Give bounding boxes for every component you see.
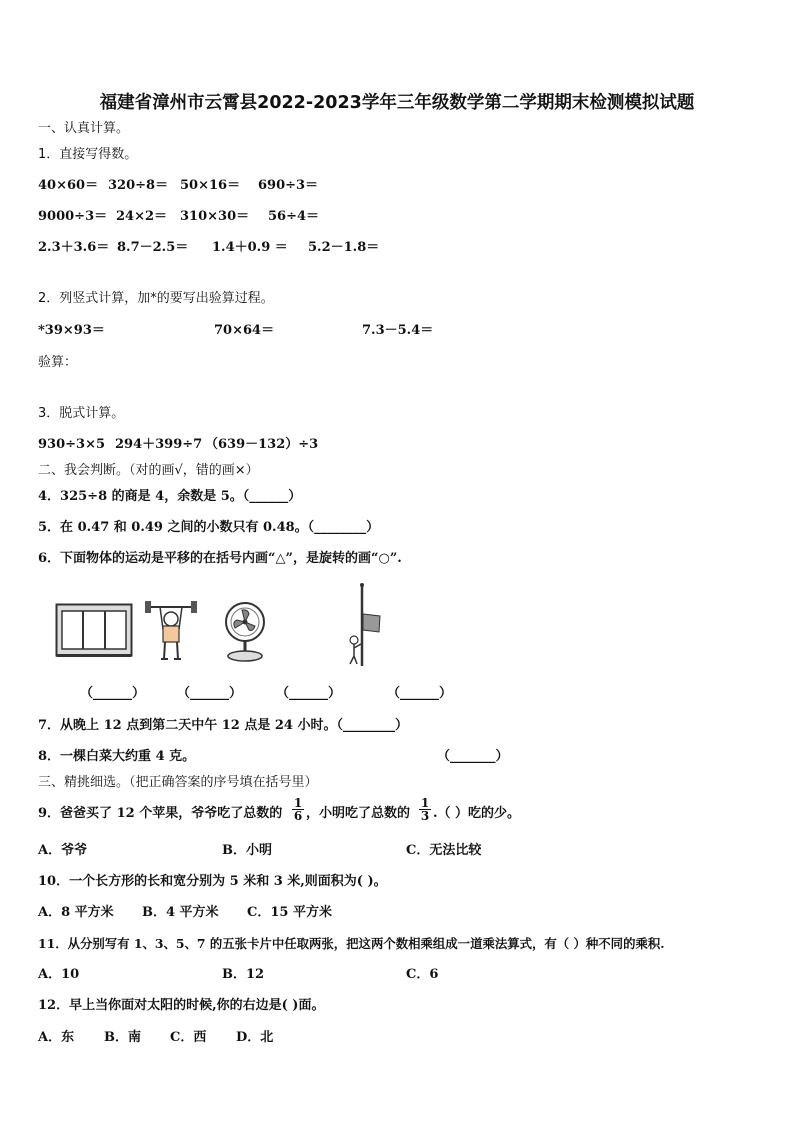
q6-blank[interactable]: （______） [276, 686, 342, 701]
q9-option-a[interactable]: A．爷爷 [38, 843, 88, 858]
q9-option-c[interactable]: C．无法比较 [406, 843, 482, 858]
q3-prompt: 3．脱式计算。 [38, 406, 125, 421]
q11-option-a[interactable]: A．10 [38, 967, 80, 982]
flagpole-icon [342, 582, 382, 668]
q9-text-start: 9．爸爸买了 12 个苹果，爷爷吃了总数的 [38, 806, 283, 821]
q6-blank[interactable]: （______） [80, 686, 146, 701]
q5-text: 5．在 0.47 和 0.49 之间的小数只有 0.48。（________） [38, 520, 380, 535]
q3-item: （639－132）÷3 [205, 437, 319, 452]
q10-option-a[interactable]: A．8 平方米 [38, 905, 114, 920]
section-3-heading: 三、精挑细选。（把正确答案的序号填在括号里） [38, 775, 318, 790]
fan-icon [222, 600, 268, 662]
q10-option-c[interactable]: C．15 平方米 [247, 905, 332, 920]
q1-item: 56÷4＝ [268, 209, 320, 224]
q1-prompt: 1．直接写得数。 [38, 147, 138, 162]
q12-option-c[interactable]: C．西 [170, 1030, 207, 1045]
q11-text: 11．从分别写有 1、3、5、7 的五张卡片中任取两张，把这两个数相乘组成一道乘法算式，有（ ）种不同的乘积. [38, 936, 665, 951]
q1-item: 50×16＝ [180, 178, 241, 193]
q1-item: 690÷3＝ [258, 178, 319, 193]
section-2-heading: 二、我会判断。（对的画√，错的画×） [38, 463, 259, 478]
q2-item: *39×93＝ [38, 323, 105, 338]
q7-text: 7．从晚上 12 点到第二天中午 12 点是 24 小时。（________） [38, 718, 408, 733]
q11-option-c[interactable]: C．6 [406, 967, 439, 982]
q2-item: 7.3－5.4＝ [362, 323, 434, 338]
fraction-numerator: 1 [420, 796, 430, 810]
window-icon [55, 603, 133, 657]
q6-blank[interactable]: （______） [387, 686, 453, 701]
q1-item: 320÷8＝ [108, 178, 169, 193]
q9-fraction-one-sixth [292, 797, 304, 822]
q9-text-middle: ，小明吃了总数的 [306, 806, 411, 821]
q10-text: 10．一个长方形的长和宽分别为 5 米和 3 米,则面积为( )。 [38, 874, 387, 889]
page-title: 福建省漳州市云霄县2022-2023学年三年级数学第二学期期末检测模拟试题 [99, 93, 695, 113]
q1-item: 1.4＋0.9 ＝ [212, 240, 288, 255]
fraction-denominator: 6 [293, 809, 303, 823]
q1-item: 40×60＝ [38, 178, 99, 193]
q12-option-b[interactable]: B．南 [104, 1030, 141, 1045]
fraction-numerator: 1 [293, 796, 303, 810]
q3-item: 294＋399÷7 [115, 437, 203, 452]
q6-text: 6．下面物体的运动是平移的在括号内画“△”，是旋转的画“○”. [38, 551, 402, 566]
q8-text: 8．一棵白菜大约重 4 克。 [38, 749, 196, 764]
q1-item: 2.3＋3.6＝ [38, 240, 110, 255]
q1-item: 24×2＝ [116, 209, 168, 224]
q4-text: 4．325÷8 的商是 4，余数是 5。（______） [38, 489, 302, 504]
q9-option-b[interactable]: B．小明 [222, 843, 272, 858]
q1-item: 9000÷3＝ [38, 209, 108, 224]
section-1-heading: 一、认真计算。 [38, 121, 130, 136]
q12-option-a[interactable]: A．东 [38, 1030, 75, 1045]
q3-item: 930÷3×5 [38, 437, 106, 452]
fraction-denominator: 3 [420, 809, 430, 823]
q12-option-d[interactable]: D．北 [236, 1030, 274, 1045]
q9-fraction-one-third [419, 797, 431, 822]
q10-option-b[interactable]: B．4 平方米 [142, 905, 219, 920]
weightlifter-icon [143, 599, 199, 663]
q2-prompt: 2．列竖式计算，加*的要写出验算过程。 [38, 291, 274, 306]
q2-item: 70×64＝ [214, 323, 275, 338]
q1-item: 310×30＝ [180, 209, 250, 224]
q12-text: 12．早上当你面对太阳的时候,你的右边是( )面。 [38, 998, 325, 1013]
q11-option-b[interactable]: B．12 [222, 967, 265, 982]
q2-check-label: 验算： [38, 355, 78, 370]
q1-item: 5.2－1.8＝ [308, 240, 380, 255]
q1-item: 8.7－2.5＝ [117, 240, 189, 255]
q6-blank[interactable]: （______） [177, 686, 243, 701]
q9-text-end: .（ ）吃的少。 [433, 806, 521, 821]
q8-blank[interactable]: （_______） [437, 749, 509, 764]
